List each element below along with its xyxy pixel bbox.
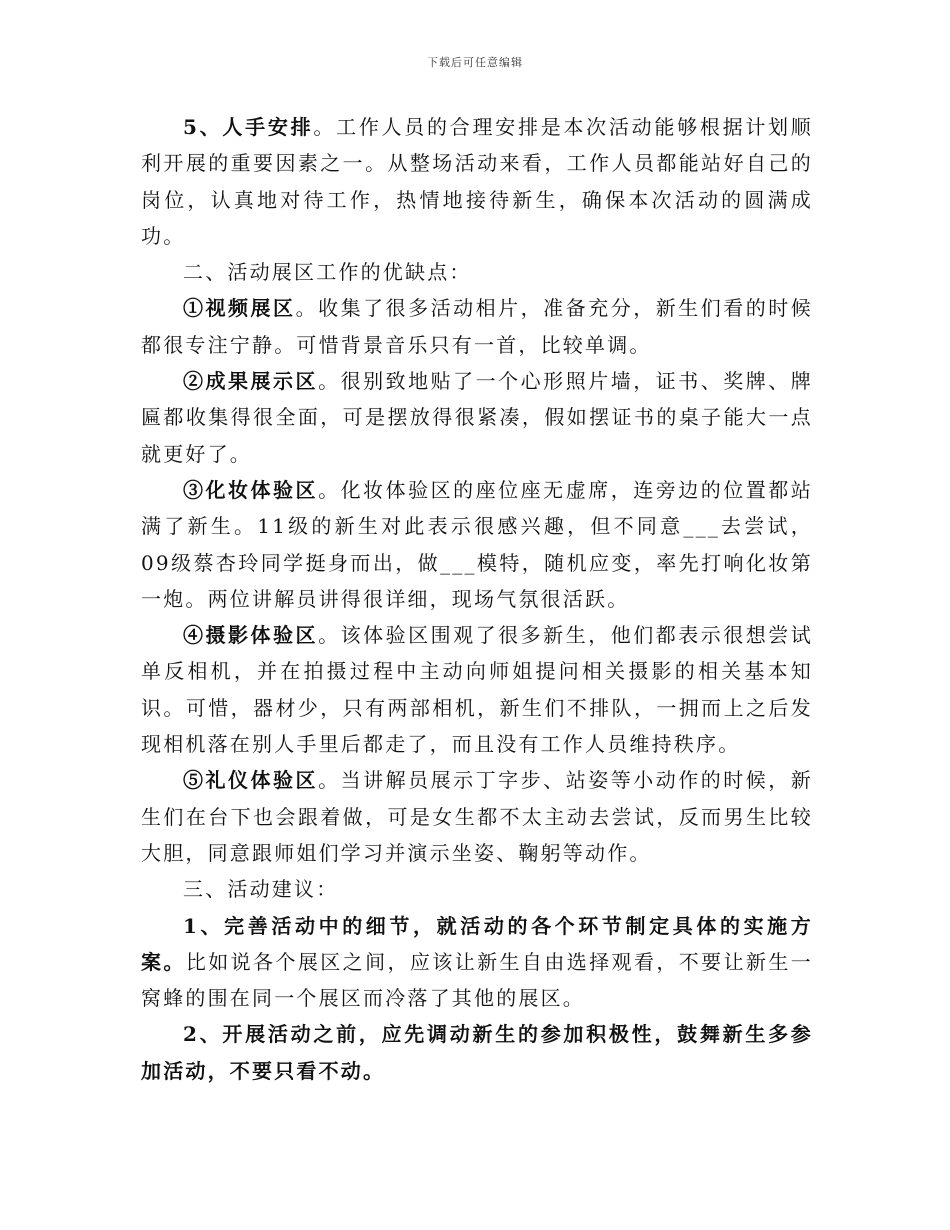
paragraph-text: 二、活动展区工作的优缺点： <box>183 260 472 285</box>
paragraph-heading: 1、完善活动中的细节，就活动的各个环节制定具体的实施方案。 <box>141 913 813 974</box>
page-header: 下载后可任意编辑 <box>427 56 523 69</box>
paragraph-heading: ②成果展示区 <box>183 369 319 394</box>
paragraph-text: 比如说各个展区之间，应该让新生自由选择观看，不要让新生一窝蜂的围在同一个展区而冷落了其他的展区。 <box>141 949 813 1011</box>
paragraph-video-area <box>141 290 813 363</box>
paragraph-staffing <box>141 109 813 254</box>
paragraph-heading: ⑤礼仪体验区 <box>183 768 319 793</box>
paragraph-etiquette-area <box>141 762 813 871</box>
paragraph-text: 。收集了很多活动相片，准备充分，新生们看的时候都很专注宁静。可惜背景音乐只有一首，比较单调。 <box>141 296 813 357</box>
section-heading-pros-cons <box>141 254 813 290</box>
paragraph-heading: ③化妆体验区 <box>183 477 319 502</box>
paragraph-suggestion-2 <box>141 1016 813 1089</box>
paragraph-heading: ④摄影体验区 <box>183 623 319 648</box>
paragraph-heading: ①视频展区 <box>183 296 296 321</box>
paragraph-heading: 2、开展活动之前，应先调动新生的参加积极性，鼓舞新生多参加活动，不要只看不动。 <box>141 1022 813 1083</box>
paragraph-achievement-area <box>141 363 813 472</box>
paragraph-photography-area <box>141 617 813 762</box>
document-body <box>141 109 813 1089</box>
paragraph-text: 。该体验区围观了很多新生，他们都表示很想尝试单反相机，并在拍摄过程中主动向师姐提问相关摄影的相关基本知识。可惜，器材少，只有两部相机，新生们不排队，一拥而上之后发现相机落在别人手里后都走了，而且没有工作人员维持秩序。 <box>141 623 814 757</box>
paragraph-text: 。化妆体验区的座位座无虚席，连旁边的位置都站满了新生。11级的新生对此表示很感兴趣，但不同意___去尝试，09级蔡杏玲同学挺身而出，做___模特，随机应变，率先打响化妆第一炮。两位讲解员讲得很详细，现场气氛很活跃。 <box>141 477 814 611</box>
paragraph-makeup-area <box>141 472 813 617</box>
paragraph-heading: 5、人手安排 <box>183 115 314 139</box>
paragraph-text: 三、活动建议： <box>183 877 339 902</box>
paragraph-text: 。工作人员的合理安排是本次活动能够根据计划顺利开展的重要因素之一。从整场活动来看，工作人员都能站好自己的岗位，认真地对待工作，热情地接待新生，确保本次活动的圆满成功。 <box>141 115 813 248</box>
paragraph-text: 。当讲解员展示丁字步、站姿等小动作的时候，新生们在台下也会跟着做，可是女生都不太主动去尝试，反而男生比较大胆，同意跟师姐们学习并演示坐姿、鞠躬等动作。 <box>141 768 814 865</box>
paragraph-text: 。很别致地贴了一个心形照片墙，证书、奖牌、牌匾都收集得很全面，可是摆放得很紧凑，假如摆证书的桌子能大一点就更好了。 <box>141 369 814 466</box>
paragraph-suggestion-1 <box>141 908 813 1017</box>
section-heading-suggestions <box>141 871 813 907</box>
